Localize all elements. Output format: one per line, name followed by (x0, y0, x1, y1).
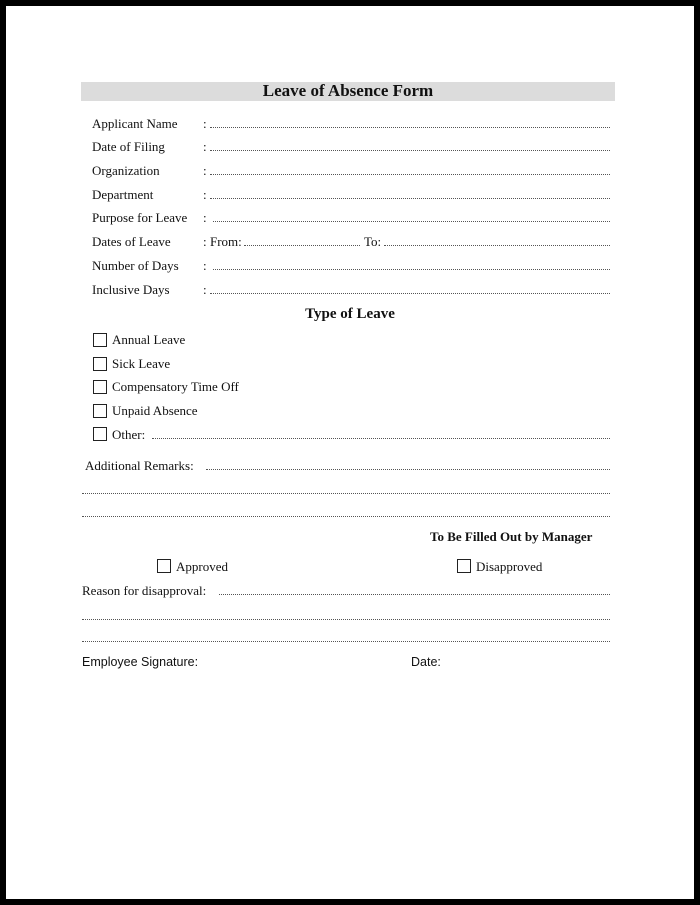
purpose-label: Purpose for Leave (92, 210, 188, 225)
colon: : (203, 163, 207, 178)
to-label: To: (364, 234, 382, 249)
other-checkbox[interactable] (93, 427, 107, 441)
approved-checkbox[interactable] (157, 559, 171, 573)
disapproved-label: Disapproved (476, 559, 543, 574)
manager-section-heading: To Be Filled Out by Manager (430, 529, 593, 544)
reason-line-1[interactable] (219, 594, 610, 595)
form-title: Leave of Absence Form (262, 81, 434, 100)
colon: : (203, 258, 207, 273)
dates-of-leave-label: Dates of Leave (92, 234, 171, 249)
additional-remarks-label: Additional Remarks: (85, 458, 194, 473)
reason-line-2[interactable] (82, 619, 610, 620)
organization-field[interactable] (210, 174, 610, 175)
approved-label: Approved (176, 559, 228, 574)
colon: : (203, 210, 207, 225)
department-field[interactable] (210, 198, 610, 199)
from-date-field[interactable] (244, 245, 360, 246)
disapproved-checkbox[interactable] (457, 559, 471, 573)
sick-leave-checkbox[interactable] (93, 357, 107, 371)
colon: : (203, 139, 207, 154)
unpaid-absence-checkbox[interactable] (93, 404, 107, 418)
remarks-line-3[interactable] (82, 516, 610, 517)
unpaid-absence-label: Unpaid Absence (112, 403, 198, 418)
department-label: Department (92, 187, 154, 202)
employee-signature-label: Employee Signature: (82, 655, 199, 669)
applicant-name-label: Applicant Name (92, 116, 178, 131)
inclusive-days-label: Inclusive Days (92, 282, 170, 297)
reason-for-disapproval-label: Reason for disapproval: (82, 583, 207, 598)
colon: : (203, 116, 207, 131)
colon: : (203, 234, 207, 249)
date-label: Date: (411, 655, 441, 669)
other-label: Other: (112, 427, 146, 442)
remarks-line-2[interactable] (82, 493, 610, 494)
remarks-line-1[interactable] (206, 469, 610, 470)
type-of-leave-heading: Type of Leave (305, 306, 395, 322)
number-of-days-label: Number of Days (92, 258, 179, 273)
form-page (6, 6, 694, 899)
inclusive-days-field[interactable] (210, 293, 610, 294)
purpose-field[interactable] (213, 221, 610, 222)
annual-leave-checkbox[interactable] (93, 333, 107, 347)
annual-leave-label: Annual Leave (112, 332, 186, 347)
compensatory-time-off-checkbox[interactable] (93, 380, 107, 394)
colon: : (203, 282, 207, 297)
from-label: From: (210, 234, 242, 249)
date-of-filing-field[interactable] (210, 150, 610, 151)
reason-line-3[interactable] (82, 641, 610, 642)
organization-label: Organization (92, 163, 160, 178)
colon: : (203, 187, 207, 202)
sick-leave-label: Sick Leave (112, 356, 171, 371)
to-date-field[interactable] (384, 245, 610, 246)
number-of-days-field[interactable] (213, 269, 610, 270)
other-field[interactable] (152, 438, 610, 439)
compensatory-time-off-label: Compensatory Time Off (112, 379, 239, 394)
applicant-name-field[interactable] (210, 127, 610, 128)
date-of-filing-label: Date of Filing (92, 139, 165, 154)
